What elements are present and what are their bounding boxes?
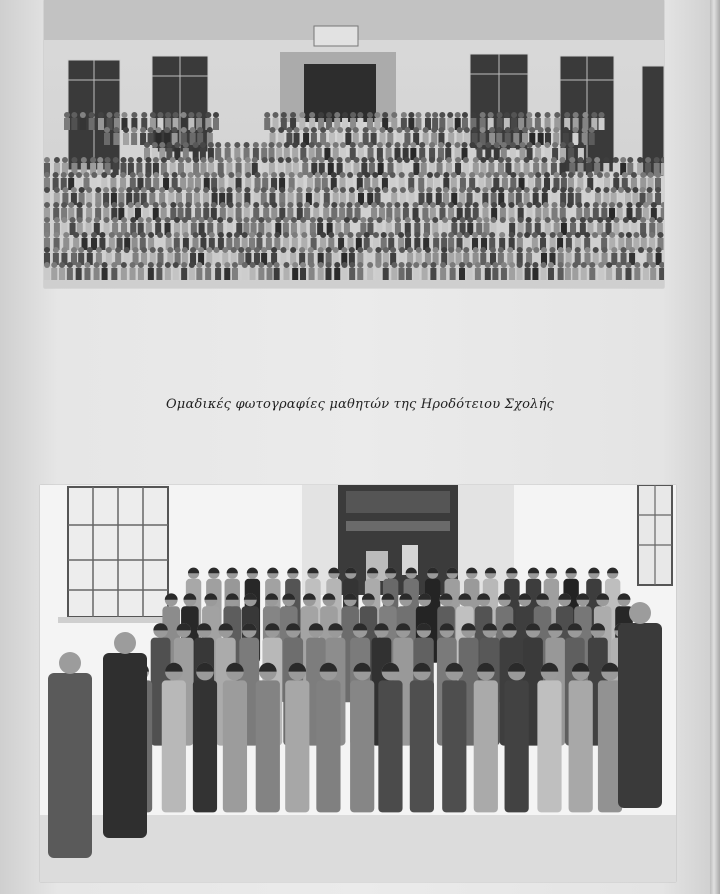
page-edge — [710, 0, 720, 894]
top-group-photo — [44, 0, 664, 288]
photo-caption: Ομαδικές φωτογραφίες μαθητών της Ηροδότειου Σχολής — [165, 397, 555, 412]
bottom-group-photo — [40, 485, 676, 882]
top-photo-image — [44, 0, 664, 288]
bottom-photo-image — [40, 485, 676, 882]
